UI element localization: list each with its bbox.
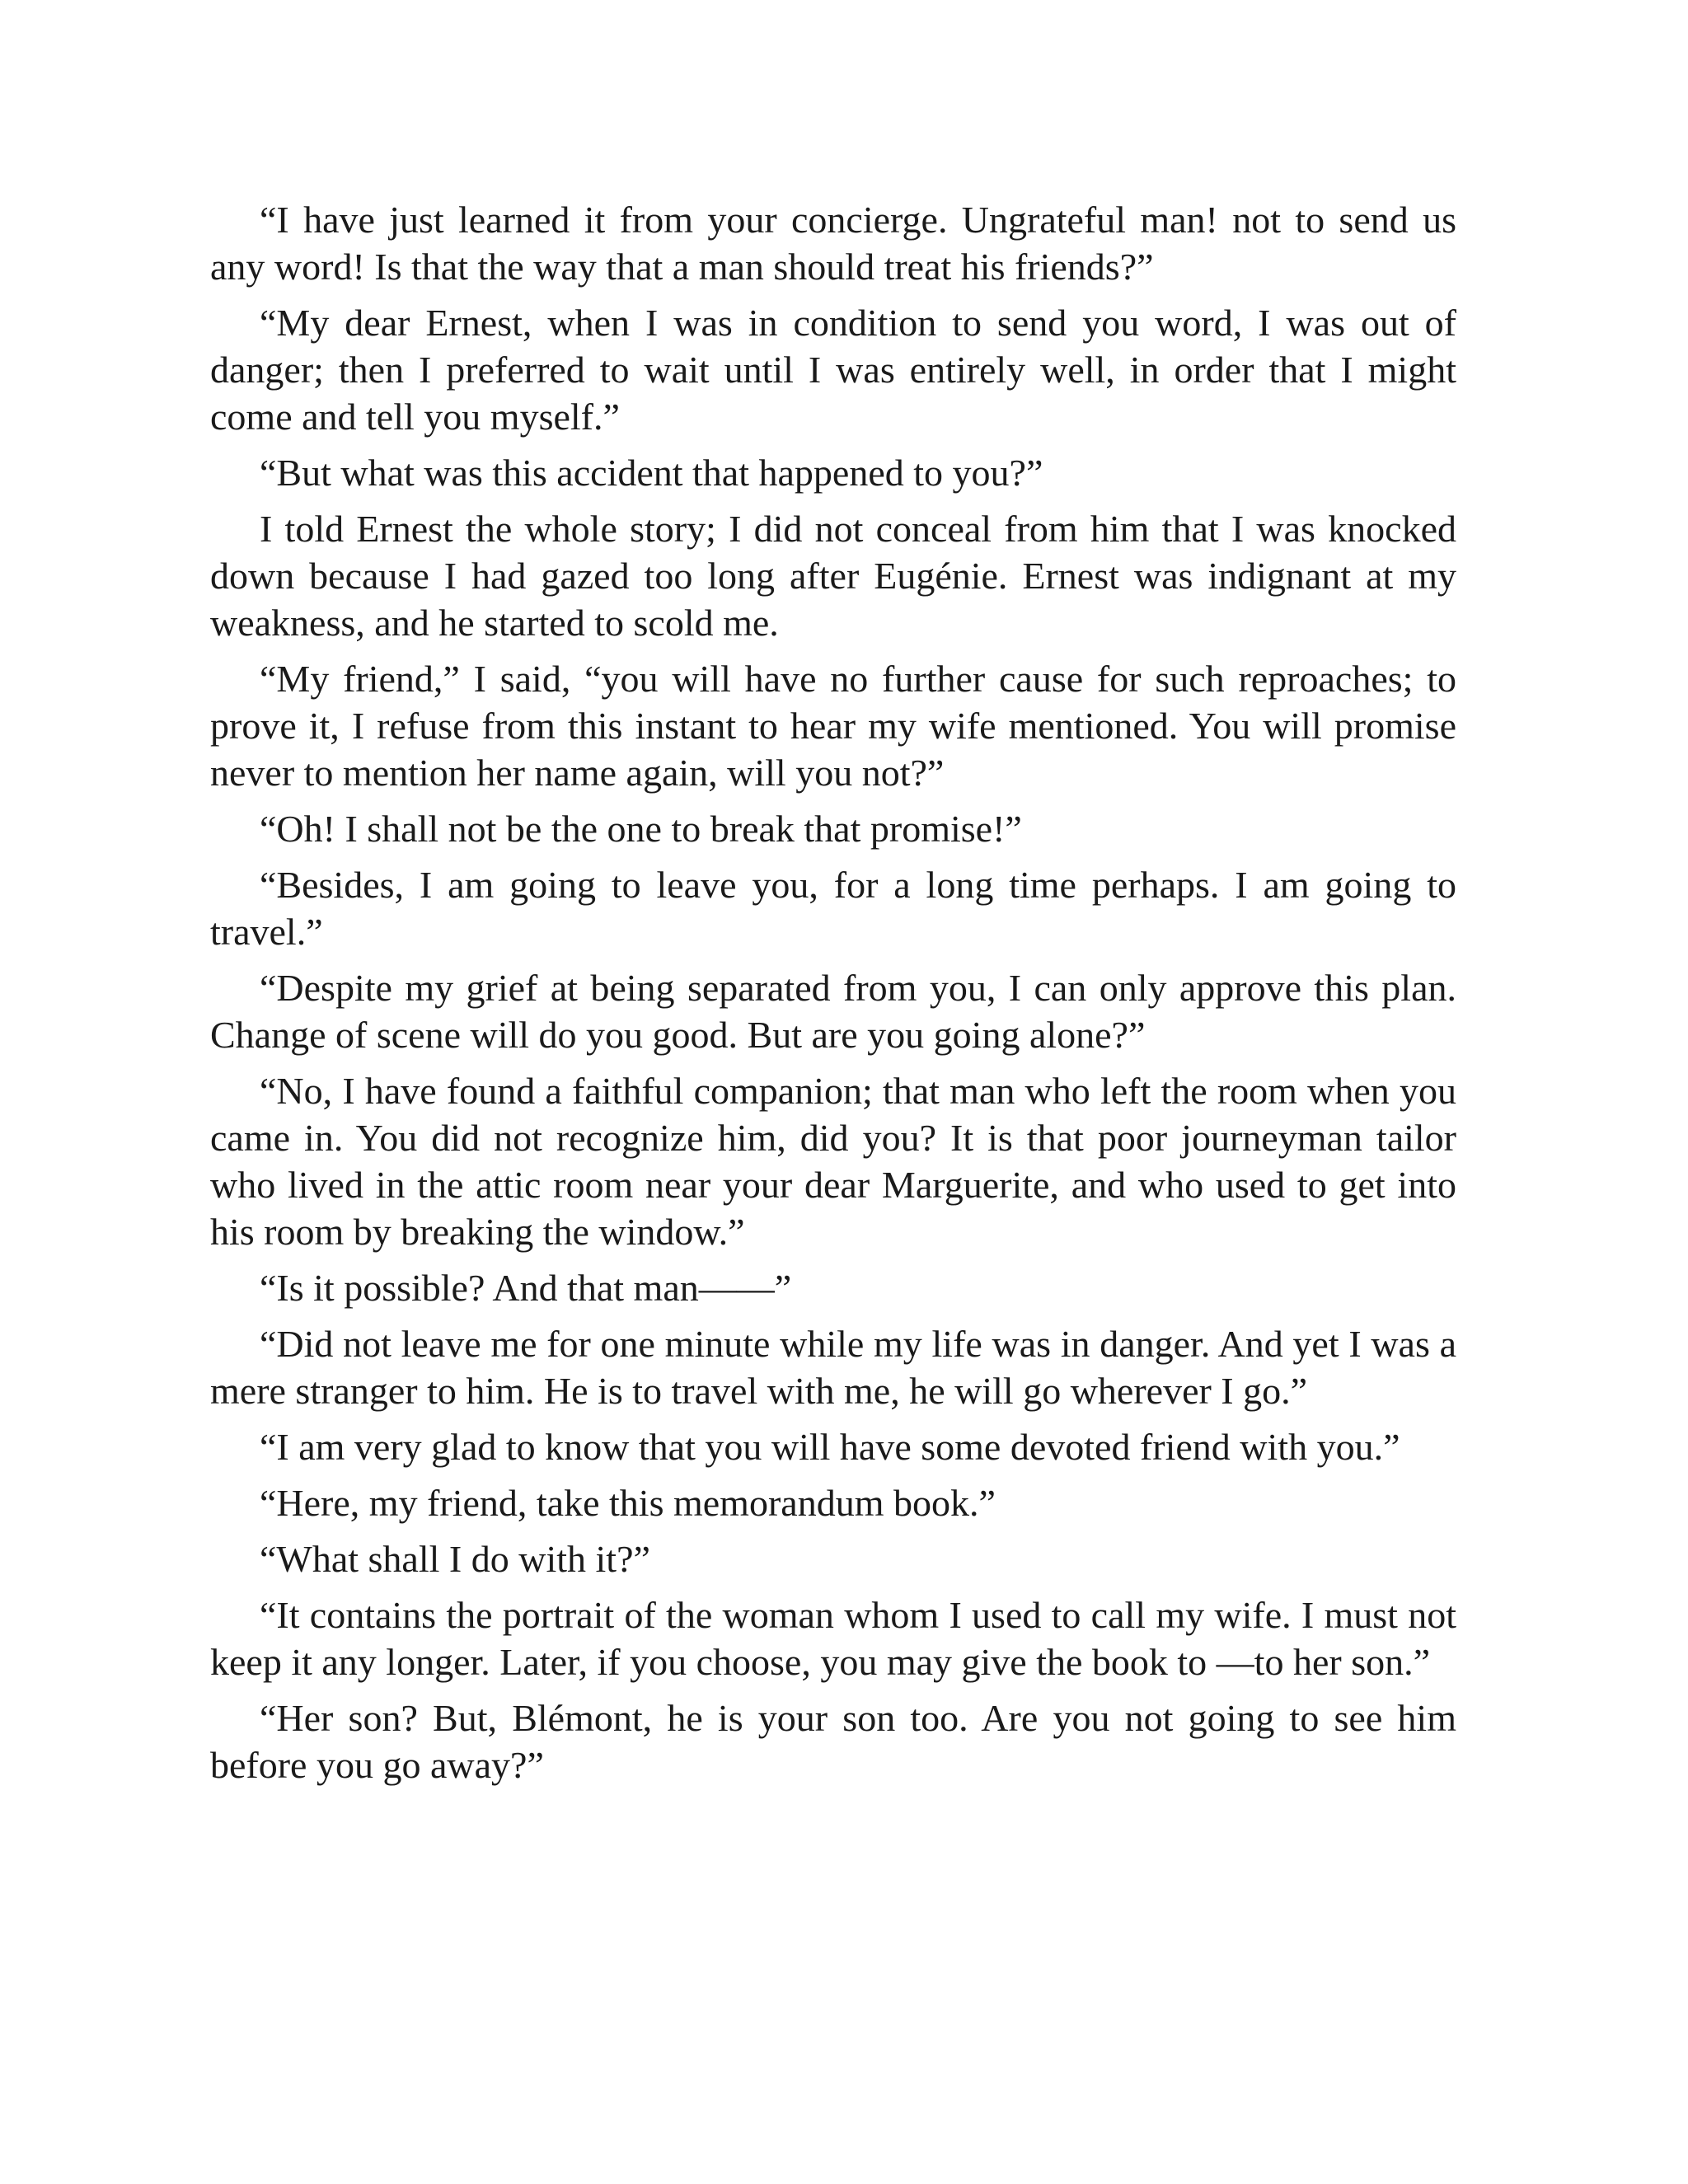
paragraph: “Her son? But, Blémont, he is your son too. Are you not going to see him before you go away?”	[210, 1697, 1456, 1786]
paragraph: “My dear Ernest, when I was in condition to send you word, I was out of danger; then I preferred to wait until I was entirely well, in order that I might come and tell you myself.”	[210, 302, 1456, 438]
paragraph: “Oh! I shall not be the one to break that promise!”	[260, 808, 1022, 850]
paragraph: “No, I have found a faithful companion; that man who left the room when you came in. You did not recognize him, did you? It is that poor journeyman tailor who lived in the attic room near your dear Marguerite, and who used to get into his room by breaking the window.”	[210, 1070, 1456, 1253]
paragraph: “I have just learned it from your concierge. Ungrateful man! not to send us any word! Is that the way that a man should treat his friends?”	[210, 199, 1456, 288]
paragraph: “Besides, I am going to leave you, for a long time perhaps. I am going to travel.”	[210, 864, 1456, 953]
paragraph: I told Ernest the whole story; I did not conceal from him that I was knocked down because I had gazed too long after Eugénie. Ernest was indignant at my weakness, and he started to scold me.	[210, 508, 1456, 644]
paragraph: “Did not leave me for one minute while my life was in danger. And yet I was a mere stranger to him. He is to travel with me, he will go wherever I go.”	[210, 1323, 1456, 1412]
paragraph: “But what was this accident that happened to you?”	[260, 452, 1043, 494]
paragraph: “Is it possible? And that man——”	[260, 1267, 792, 1309]
paragraph: “Despite my grief at being separated from you, I can only approve this plan. Change of scene will do you good. But are you going alone?”	[210, 967, 1456, 1056]
paragraph: “It contains the portrait of the woman whom I used to call my wife. I must not keep it any longer. Later, if you choose, you may give the book to —to her son.”	[210, 1594, 1456, 1683]
paragraph: “What shall I do with it?”	[260, 1538, 650, 1580]
page-text	[210, 196, 1456, 1788]
paragraph: “I am very glad to know that you will have some devoted friend with you.”	[260, 1426, 1400, 1468]
paragraph: “Here, my friend, take this memorandum book.”	[260, 1482, 996, 1524]
paragraph: “My friend,” I said, “you will have no further cause for such reproaches; to prove it, I refuse from this instant to hear my wife mentioned. You will promise never to mention her name again, will you not?”	[210, 658, 1456, 794]
